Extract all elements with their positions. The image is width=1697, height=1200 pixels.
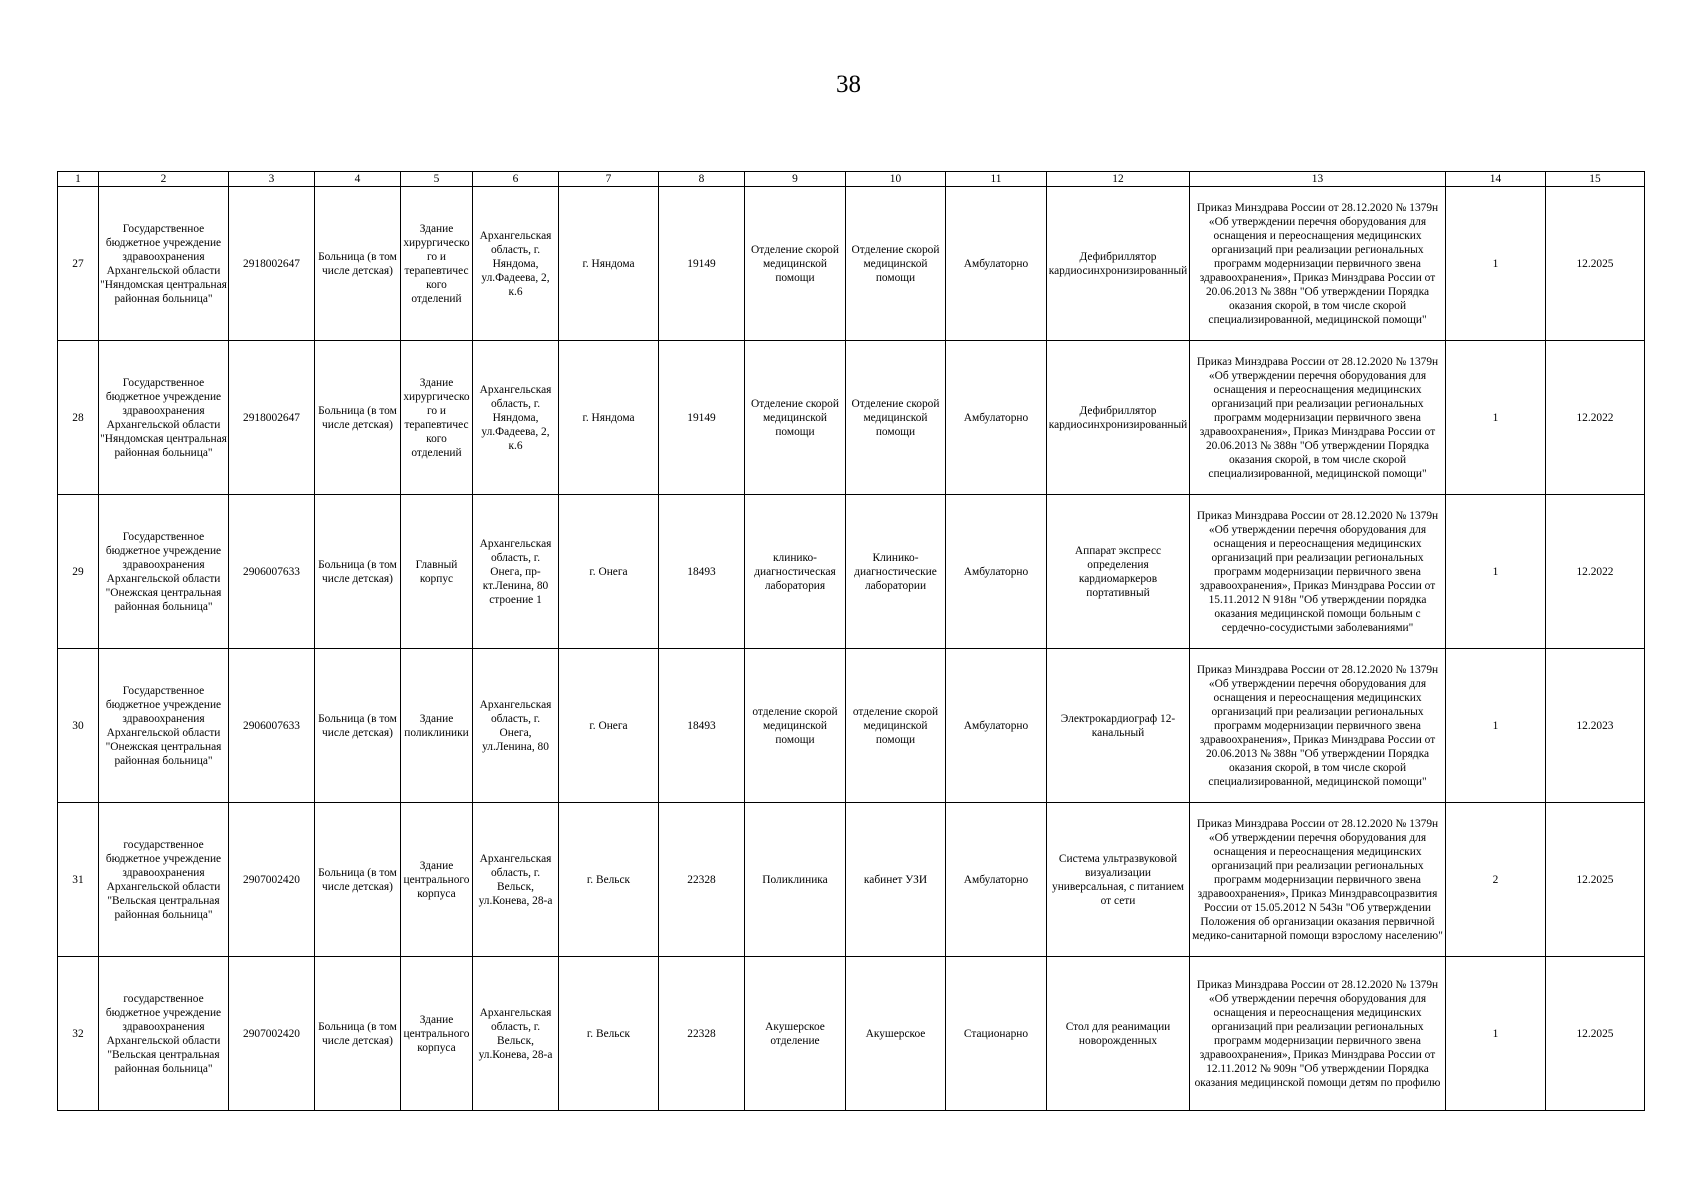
building: Здание хирургического и терапевтического отделений bbox=[401, 187, 473, 341]
building: Здание хирургического и терапевтического отделений bbox=[401, 341, 473, 495]
care-mode: Стационарно bbox=[946, 957, 1047, 1111]
city: г. Няндома bbox=[559, 341, 659, 495]
inn: 2906007633 bbox=[229, 495, 315, 649]
column-header: 4 bbox=[315, 172, 401, 187]
equipment: Система ультразвуковой визуализации универсальная, с питанием от сети bbox=[1047, 803, 1190, 957]
table-row bbox=[58, 803, 1645, 957]
organization-name: Государственное бюджетное учреждение здравоохранения Архангельской области "Няндомская центральная районная больница" bbox=[99, 341, 229, 495]
facility-type: Больница (в том числе детская) bbox=[315, 957, 401, 1111]
quantity: 1 bbox=[1446, 649, 1546, 803]
code: 22328 bbox=[659, 957, 745, 1111]
row-number: 32 bbox=[58, 957, 99, 1111]
address: Архангельская область, г. Онега, ул.Ленина, 80 bbox=[473, 649, 559, 803]
column-header: 3 bbox=[229, 172, 315, 187]
legal-basis: Приказ Минздрава России от 28.12.2020 № 1379н «Об утверждении перечня оборудования для оснащения и переоснащения медицинских организаций при реализации региональных программ модернизации первичного звена здравоохранения», Приказ Минздрава России от 12.11.2012 № 909н "Об утверждении Порядка оказания медицинской помощи детям по профилю bbox=[1190, 957, 1446, 1111]
organization-name: Государственное бюджетное учреждение здравоохранения Архангельской области "Онежская центральная районная больница" bbox=[99, 649, 229, 803]
inn: 2907002420 bbox=[229, 803, 315, 957]
quantity: 2 bbox=[1446, 803, 1546, 957]
row-number: 28 bbox=[58, 341, 99, 495]
organization-name: Государственное бюджетное учреждение здравоохранения Архангельской области "Няндомская центральная районная больница" bbox=[99, 187, 229, 341]
column-header: 14 bbox=[1446, 172, 1546, 187]
code: 22328 bbox=[659, 803, 745, 957]
table-row bbox=[58, 957, 1645, 1111]
quantity: 1 bbox=[1446, 341, 1546, 495]
department: Поликлиника bbox=[745, 803, 846, 957]
code: 19149 bbox=[659, 187, 745, 341]
date: 12.2023 bbox=[1546, 649, 1645, 803]
column-header: 13 bbox=[1190, 172, 1446, 187]
address: Архангельская область, г. Онега, пр-кт.Ленина, 80 строение 1 bbox=[473, 495, 559, 649]
department: Акушерское отделение bbox=[745, 957, 846, 1111]
address: Архангельская область, г. Вельск, ул.Конева, 28-а bbox=[473, 957, 559, 1111]
date: 12.2022 bbox=[1546, 495, 1645, 649]
care-mode: Амбулаторно bbox=[946, 803, 1047, 957]
unit: кабинет УЗИ bbox=[846, 803, 946, 957]
unit: Акушерское bbox=[846, 957, 946, 1111]
department: клинико-диагностическая лаборатория bbox=[745, 495, 846, 649]
column-header: 1 bbox=[58, 172, 99, 187]
equipment: Электрокардиограф 12-канальный bbox=[1047, 649, 1190, 803]
equipment: Дефибриллятор кардиосинхронизированный bbox=[1047, 341, 1190, 495]
facility-type: Больница (в том числе детская) bbox=[315, 341, 401, 495]
row-number: 31 bbox=[58, 803, 99, 957]
city: г. Онега bbox=[559, 649, 659, 803]
city: г. Няндома bbox=[559, 187, 659, 341]
unit: Клинико-диагностические лаборатории bbox=[846, 495, 946, 649]
row-number: 30 bbox=[58, 649, 99, 803]
facility-type: Больница (в том числе детская) bbox=[315, 803, 401, 957]
row-number: 27 bbox=[58, 187, 99, 341]
date: 12.2025 bbox=[1546, 803, 1645, 957]
column-header: 7 bbox=[559, 172, 659, 187]
facility-type: Больница (в том числе детская) bbox=[315, 649, 401, 803]
table-header-row bbox=[58, 172, 1645, 187]
column-header: 11 bbox=[946, 172, 1047, 187]
equipment: Дефибриллятор кардиосинхронизированный bbox=[1047, 187, 1190, 341]
column-header: 5 bbox=[401, 172, 473, 187]
equipment: Стол для реанимации новорожденных bbox=[1047, 957, 1190, 1111]
inn: 2907002420 bbox=[229, 957, 315, 1111]
date: 12.2025 bbox=[1546, 187, 1645, 341]
date: 12.2025 bbox=[1546, 957, 1645, 1111]
building: Здание центрального корпуса bbox=[401, 803, 473, 957]
code: 18493 bbox=[659, 649, 745, 803]
inn: 2918002647 bbox=[229, 341, 315, 495]
inn: 2918002647 bbox=[229, 187, 315, 341]
city: г. Вельск bbox=[559, 803, 659, 957]
column-header: 15 bbox=[1546, 172, 1645, 187]
table-row bbox=[58, 649, 1645, 803]
facility-type: Больница (в том числе детская) bbox=[315, 187, 401, 341]
care-mode: Амбулаторно bbox=[946, 495, 1047, 649]
inn: 2906007633 bbox=[229, 649, 315, 803]
page-number: 38 bbox=[836, 71, 861, 98]
legal-basis: Приказ Минздрава России от 28.12.2020 № 1379н «Об утверждении перечня оборудования для оснащения и переоснащения медицинских организаций при реализации региональных программ модернизации первичного звена здравоохранения», Приказ Минздрава России от 15.11.2012 N 918н "Об утверждении порядка оказания медицинской помощи больным с сердечно-сосудистыми заболеваниями" bbox=[1190, 495, 1446, 649]
table-row bbox=[58, 495, 1645, 649]
organization-name: государственное бюджетное учреждение здравоохранения Архангельской области "Вельская центральная районная больница" bbox=[99, 957, 229, 1111]
address: Архангельская область, г. Няндома, ул.Фадеева, 2, к.6 bbox=[473, 341, 559, 495]
column-header: 12 bbox=[1047, 172, 1190, 187]
table-row bbox=[58, 187, 1645, 341]
building: Здание поликлиники bbox=[401, 649, 473, 803]
legal-basis: Приказ Минздрава России от 28.12.2020 № 1379н «Об утверждении перечня оборудования для оснащения и переоснащения медицинских организаций при реализации региональных программ модернизации первичного звена здравоохранения», Приказ Минздравсоцразвития России от 15.05.2012 N 543н "Об утверждении Положения об организации оказания первичной медико-санитарной помощи взрослому населению" bbox=[1190, 803, 1446, 957]
department: Отделение скорой медицинской помощи bbox=[745, 341, 846, 495]
unit: Отделение скорой медицинской помощи bbox=[846, 187, 946, 341]
column-header: 2 bbox=[99, 172, 229, 187]
organization-name: государственное бюджетное учреждение здравоохранения Архангельской области "Вельская центральная районная больница" bbox=[99, 803, 229, 957]
unit: отделение скорой медицинской помощи bbox=[846, 649, 946, 803]
building: Главный корпус bbox=[401, 495, 473, 649]
quantity: 1 bbox=[1446, 495, 1546, 649]
legal-basis: Приказ Минздрава России от 28.12.2020 № 1379н «Об утверждении перечня оборудования для оснащения и переоснащения медицинских организаций при реализации региональных программ модернизации первичного звена здравоохранения», Приказ Минздрава России от 20.06.2013 № 388н "Об утверждении Порядка оказания скорой, в том числе скорой специализированной, медицинской помощи" bbox=[1190, 341, 1446, 495]
unit: Отделение скорой медицинской помощи bbox=[846, 341, 946, 495]
column-header: 10 bbox=[846, 172, 946, 187]
code: 18493 bbox=[659, 495, 745, 649]
building: Здание центрального корпуса bbox=[401, 957, 473, 1111]
equipment-table bbox=[57, 171, 1645, 1111]
table-row bbox=[58, 341, 1645, 495]
equipment: Аппарат экспресс определения кардиомаркеров портативный bbox=[1047, 495, 1190, 649]
city: г. Онега bbox=[559, 495, 659, 649]
care-mode: Амбулаторно bbox=[946, 187, 1047, 341]
quantity: 1 bbox=[1446, 957, 1546, 1111]
address: Архангельская область, г. Вельск, ул.Конева, 28-а bbox=[473, 803, 559, 957]
row-number: 29 bbox=[58, 495, 99, 649]
column-header: 8 bbox=[659, 172, 745, 187]
column-header: 6 bbox=[473, 172, 559, 187]
column-header: 9 bbox=[745, 172, 846, 187]
legal-basis: Приказ Минздрава России от 28.12.2020 № 1379н «Об утверждении перечня оборудования для оснащения и переоснащения медицинских организаций при реализации региональных программ модернизации первичного звена здравоохранения», Приказ Минздрава России от 20.06.2013 № 388н "Об утверждении Порядка оказания скорой, в том числе скорой специализированной, медицинской помощи" bbox=[1190, 649, 1446, 803]
department: Отделение скорой медицинской помощи bbox=[745, 187, 846, 341]
quantity: 1 bbox=[1446, 187, 1546, 341]
address: Архангельская область, г. Няндома, ул.Фадеева, 2, к.6 bbox=[473, 187, 559, 341]
care-mode: Амбулаторно bbox=[946, 341, 1047, 495]
facility-type: Больница (в том числе детская) bbox=[315, 495, 401, 649]
legal-basis: Приказ Минздрава России от 28.12.2020 № 1379н «Об утверждении перечня оборудования для оснащения и переоснащения медицинских организаций при реализации региональных программ модернизации первичного звена здравоохранения», Приказ Минздрава России от 20.06.2013 № 388н "Об утверждении Порядка оказания скорой, в том числе скорой специализированной, медицинской помощи" bbox=[1190, 187, 1446, 341]
department: отделение скорой медицинской помощи bbox=[745, 649, 846, 803]
date: 12.2022 bbox=[1546, 341, 1645, 495]
organization-name: Государственное бюджетное учреждение здравоохранения Архангельской области "Онежская центральная районная больница" bbox=[99, 495, 229, 649]
care-mode: Амбулаторно bbox=[946, 649, 1047, 803]
code: 19149 bbox=[659, 341, 745, 495]
city: г. Вельск bbox=[559, 957, 659, 1111]
